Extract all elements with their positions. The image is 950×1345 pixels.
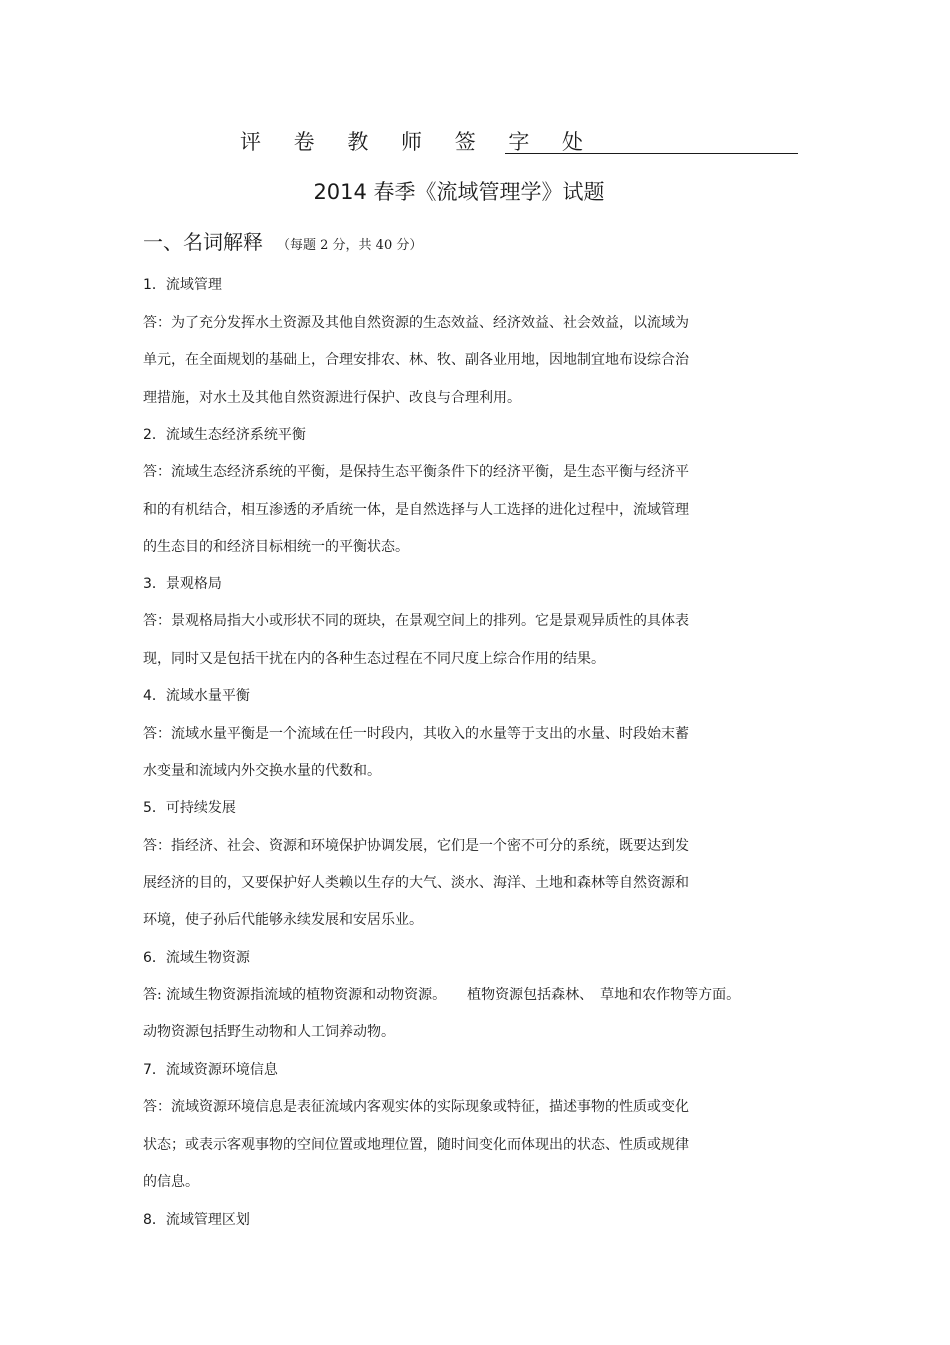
answer-line: 环境，使子孙后代能够永续发展和安居乐业。 [143, 912, 423, 928]
answer-line: 水变量和流域内外交换水量的代数和。 [143, 763, 381, 779]
answer-line: 答: 流域生物资源指流域的植物资源和动物资源。 植物资源包括森林、 草地和农作物等方面。 [143, 987, 741, 1003]
grader-signature-label: 评 卷 教 师 签 字 处 [240, 130, 597, 154]
answer-line: 单元，在全面规划的基础上，合理安排农、林、牧、副各业用地，因地制宜地布设综合治 [143, 352, 689, 368]
term-heading: 8．流域管理区划 [143, 1212, 250, 1228]
answer-line: 理措施，对水土及其他自然资源进行保护、改良与合理利用。 [143, 390, 521, 406]
answer-line: 答：流域水量平衡是一个流域在任一时段内，其收入的水量等于支出的水量、时段始末蓄 [143, 726, 689, 742]
section-title: 一、名词解释 [143, 230, 263, 254]
term-heading: 3．景观格局 [143, 576, 222, 592]
answer-line: 现，同时又是包括干扰在内的各种生态过程在不同尺度上综合作用的结果。 [143, 651, 605, 667]
answer-line: 答：景观格局指大小或形状不同的斑块，在景观空间上的排列。它是景观异质性的具体表 [143, 613, 689, 629]
answer-line: 答：为了充分发挥水土资源及其他自然资源的生态效益、经济效益、社会效益，以流域为 [143, 315, 689, 331]
answer-line: 的信息。 [143, 1174, 199, 1190]
term-heading: 4．流域水量平衡 [143, 688, 250, 704]
term-heading: 5．可持续发展 [143, 800, 236, 816]
answer-line: 答：指经济、社会、资源和环境保护协调发展，它们是一个密不可分的系统，既要达到发 [143, 838, 689, 854]
answer-line: 和的有机结合，相互渗透的矛盾统一体，是自然选择与人工选择的进化过程中，流域管理 [143, 502, 689, 518]
answer-line: 动物资源包括野生动物和人工饲养动物。 [143, 1024, 395, 1040]
term-heading: 6．流域生物资源 [143, 950, 250, 966]
section-heading [143, 228, 422, 260]
term-heading: 1．流域管理 [143, 277, 222, 293]
term-heading: 7．流域资源环境信息 [143, 1062, 278, 1078]
exam-title: 2014 春季《流域管理学》试题 [313, 180, 605, 204]
answer-line: 答：流域生态经济系统的平衡，是保持生态平衡条件下的经济平衡，是生态平衡与经济平 [143, 464, 689, 480]
grader-signature-row [240, 128, 800, 160]
section-score-note: （每题 2 分，共 40 分） [277, 238, 423, 253]
answer-line: 状态；或表示客观事物的空间位置或地理位置，随时间变化而体现出的状态、性质或规律 [143, 1137, 689, 1153]
answer-line: 展经济的目的，又要保护好人类赖以生存的大气、淡水、海洋、土地和森林等自然资源和 [143, 875, 689, 891]
term-heading: 2．流域生态经济系统平衡 [143, 427, 306, 443]
answer-line: 的生态目的和经济目标相统一的平衡状态。 [143, 539, 409, 555]
signature-blank-line [505, 153, 798, 154]
answer-line: 答：流域资源环境信息是表征流域内客观实体的实际现象或特征，描述事物的性质或变化 [143, 1099, 689, 1115]
